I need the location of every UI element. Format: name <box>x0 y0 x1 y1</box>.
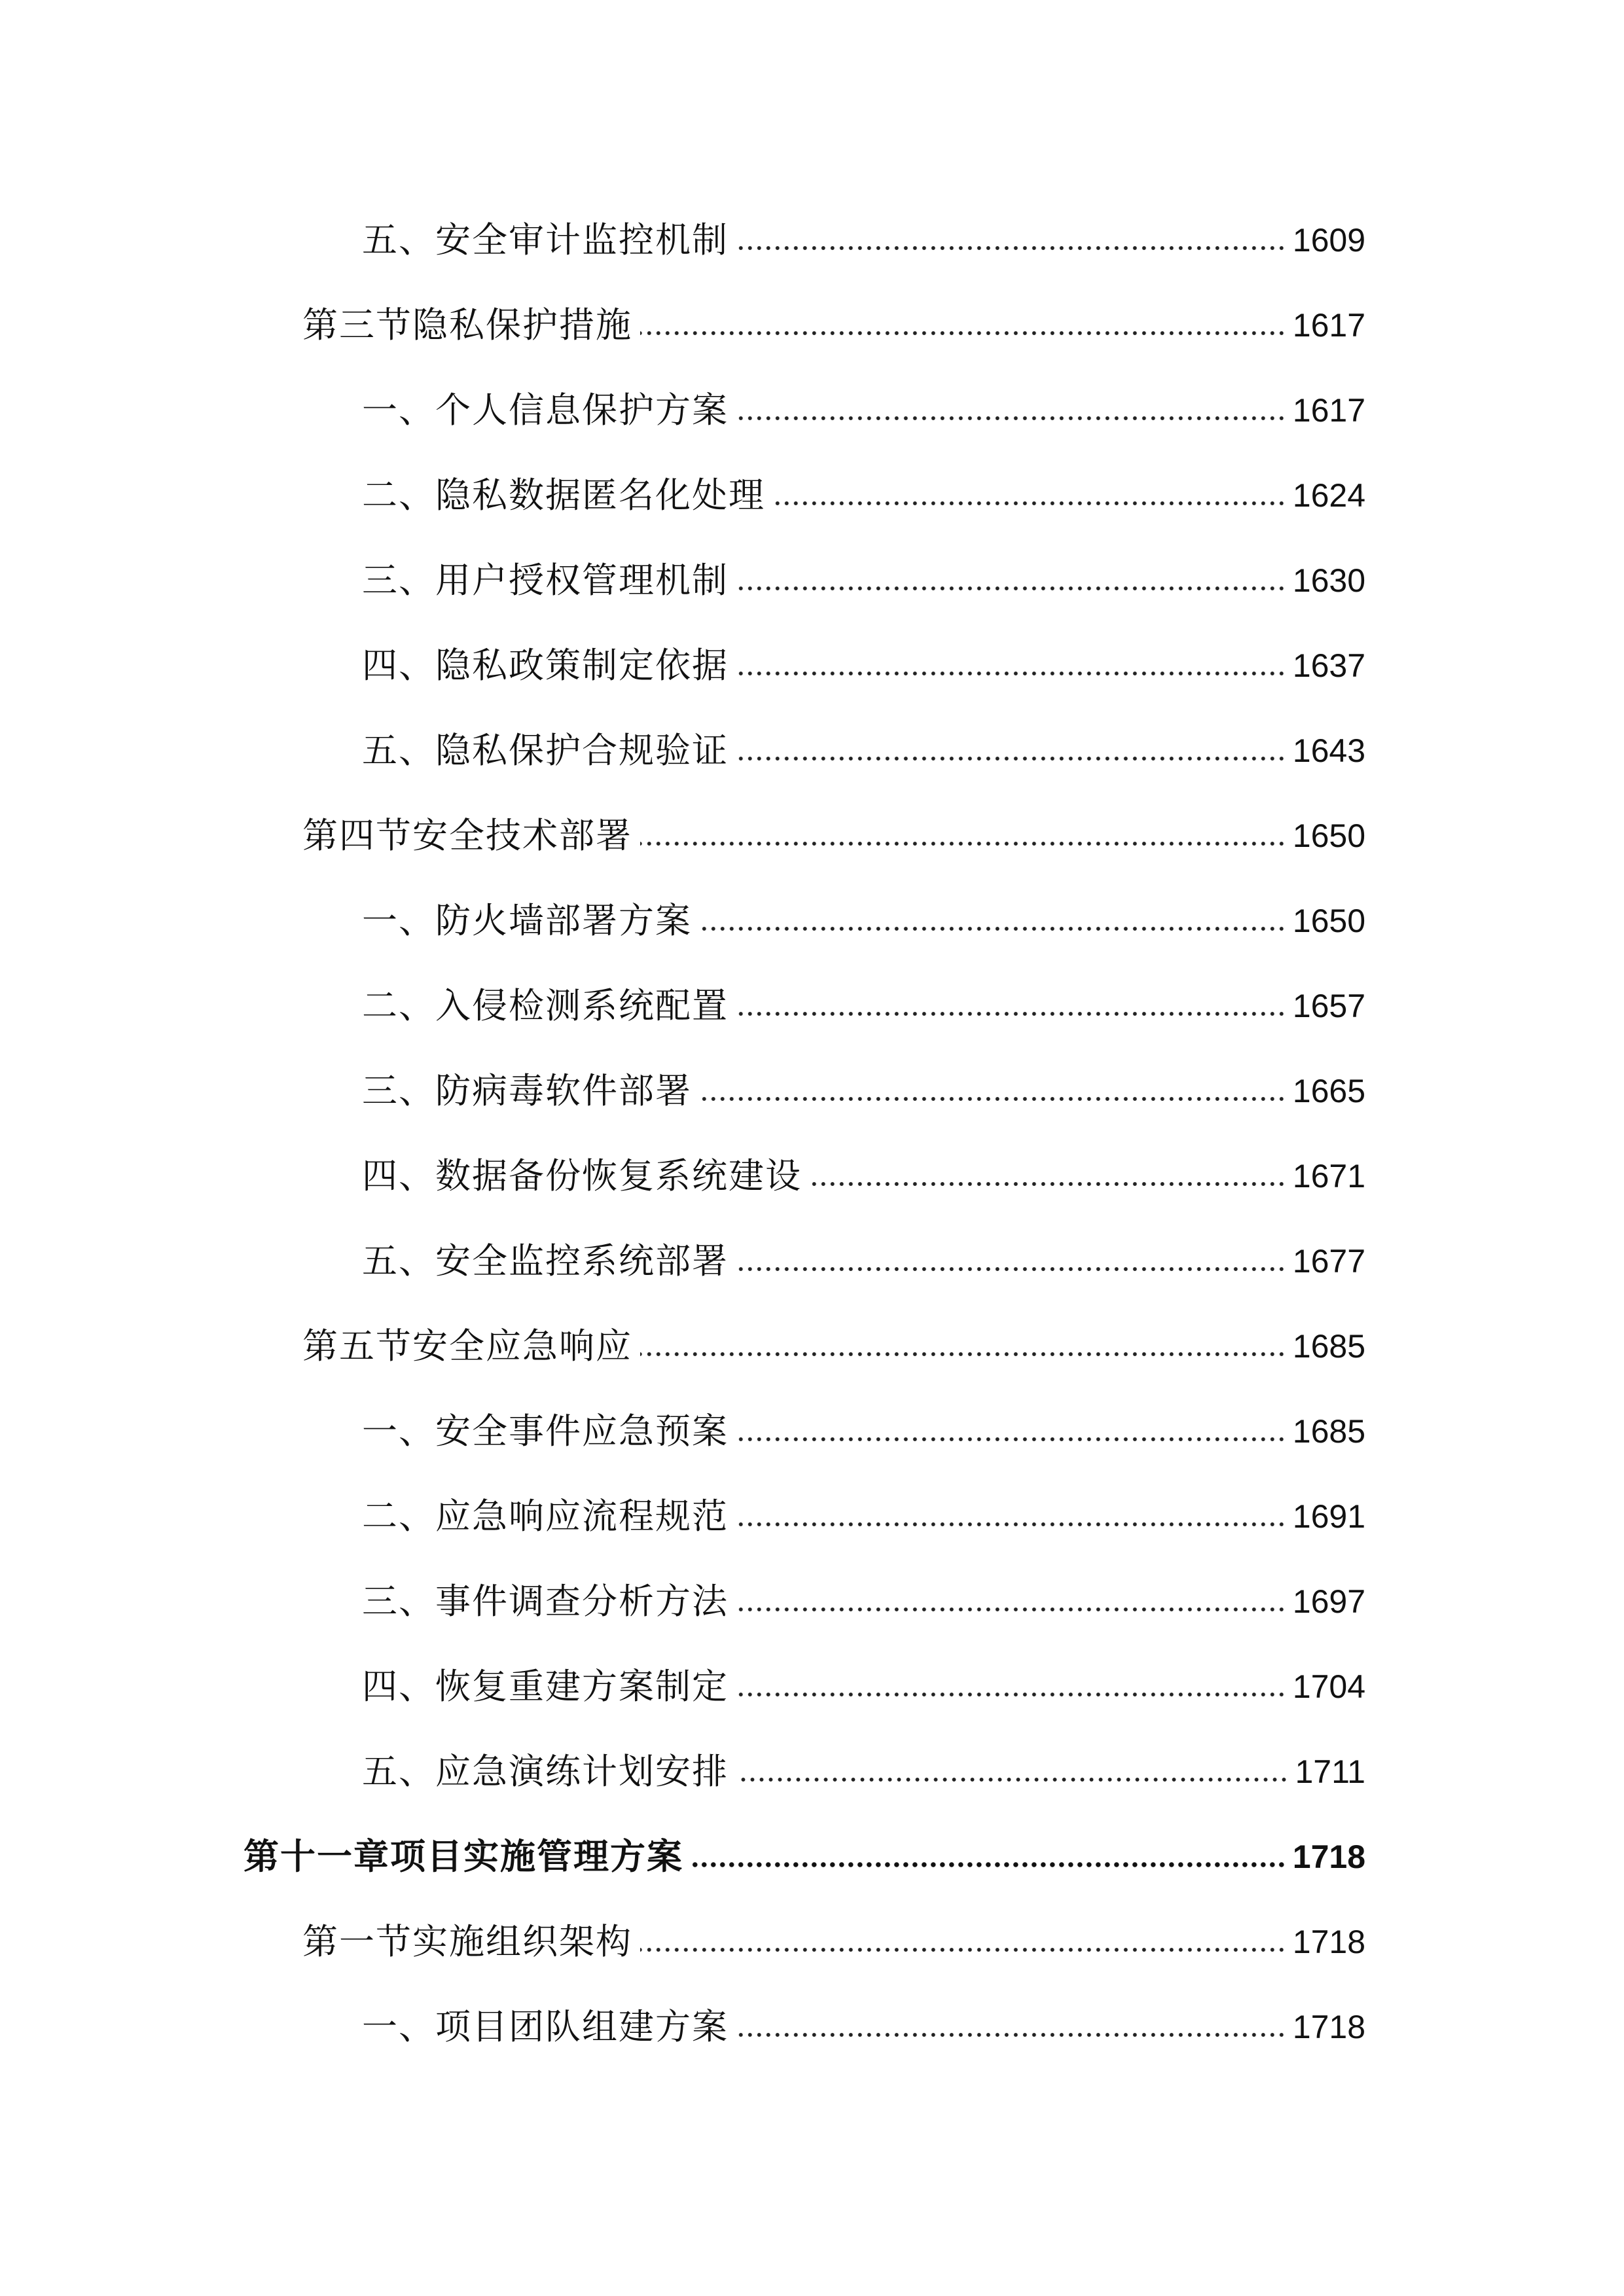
toc-entry-page: 1630 <box>1292 562 1365 599</box>
toc-entry[interactable] <box>302 1317 1365 1376</box>
toc-dot-leader <box>810 1180 1286 1188</box>
toc-dot-leader <box>736 1691 1286 1698</box>
toc-entry[interactable] <box>362 211 1365 270</box>
toc-entry-title: 二、入侵检测系统配置 <box>362 985 729 1026</box>
toc-dot-leader <box>736 1010 1286 1018</box>
toc-dot-leader <box>736 1435 1286 1443</box>
toc-entry[interactable] <box>362 1402 1365 1461</box>
toc-entry[interactable] <box>362 551 1365 610</box>
toc-entry-page: 1650 <box>1292 903 1365 939</box>
toc-entry-page: 1677 <box>1292 1243 1365 1280</box>
toc-dot-leader <box>691 1861 1286 1869</box>
toc-dot-leader <box>736 2031 1286 2039</box>
toc-entry-title: 第三节隐私保护措施 <box>302 304 632 346</box>
toc-dot-leader <box>736 670 1286 677</box>
toc-dot-leader <box>736 414 1286 422</box>
toc-entry[interactable] <box>362 1147 1365 1206</box>
toc-entry-page: 1637 <box>1292 647 1365 684</box>
toc-entry[interactable] <box>362 1657 1365 1716</box>
toc-entry[interactable] <box>362 381 1365 440</box>
toc-entry[interactable] <box>302 806 1365 865</box>
toc-entry-title: 三、防病毒软件部署 <box>362 1070 692 1111</box>
toc-entry-title: 第四节安全技术部署 <box>302 815 632 856</box>
toc-dot-leader <box>736 1776 1288 1784</box>
toc-entry-title: 第十一章项目实施管理方案 <box>244 1836 683 1877</box>
toc-dot-leader <box>736 584 1286 592</box>
toc-entry[interactable] <box>362 1742 1365 1801</box>
toc-entry[interactable] <box>362 1572 1365 1631</box>
toc-dot-leader <box>700 1095 1286 1103</box>
toc-entry-page: 1704 <box>1292 1668 1365 1705</box>
toc-entry-page: 1718 <box>1292 2009 1365 2045</box>
toc-entry[interactable] <box>302 1912 1365 1971</box>
toc-entry-title: 二、应急响应流程规范 <box>362 1496 729 1537</box>
toc-entry-title: 一、安全事件应急预案 <box>362 1410 729 1452</box>
toc-dot-leader <box>640 329 1286 337</box>
toc-entry-page: 1718 <box>1292 1924 1365 1960</box>
toc-entry-page: 1650 <box>1292 817 1365 854</box>
toc-entry-title: 四、隐私政策制定依据 <box>362 645 729 686</box>
toc-entry-page: 1671 <box>1292 1158 1365 1194</box>
toc-dot-leader <box>736 755 1286 762</box>
toc-entry-page: 1624 <box>1292 477 1365 514</box>
toc-entry-page: 1685 <box>1292 1413 1365 1450</box>
toc-entry-title: 一、项目团队组建方案 <box>362 2006 729 2047</box>
toc-entry[interactable] <box>362 721 1365 780</box>
toc-dot-leader <box>736 1605 1286 1613</box>
toc-dot-leader <box>640 1350 1286 1358</box>
toc-entry-title: 五、安全监控系统部署 <box>362 1240 729 1282</box>
toc-chapter-entry[interactable] <box>244 1827 1365 1886</box>
toc-entry[interactable] <box>362 1062 1365 1121</box>
toc-entry-title: 一、防火墙部署方案 <box>362 900 692 941</box>
toc-entry-title: 五、应急演练计划安排 <box>362 1751 729 1792</box>
toc-dot-leader <box>640 1946 1286 1954</box>
toc-entry-page: 1617 <box>1292 307 1365 344</box>
toc-entry-title: 三、事件调查分析方法 <box>362 1581 729 1622</box>
toc-entry-page: 1718 <box>1292 1839 1365 1875</box>
toc-entry-title: 第五节安全应急响应 <box>302 1325 632 1367</box>
toc-entry-page: 1691 <box>1292 1498 1365 1535</box>
toc-entry-title: 一、个人信息保护方案 <box>362 389 729 431</box>
toc-entry-page: 1609 <box>1292 222 1365 259</box>
toc-entry-title: 二、隐私数据匿名化处理 <box>362 475 765 516</box>
toc-entry-page: 1657 <box>1292 988 1365 1024</box>
toc-entry-page: 1665 <box>1292 1073 1365 1109</box>
toc-entry[interactable] <box>362 977 1365 1035</box>
toc-entry-title: 四、数据备份恢复系统建设 <box>362 1155 802 1196</box>
toc-entry-title: 第一节实施组织架构 <box>302 1921 632 1962</box>
toc-entry[interactable] <box>362 636 1365 695</box>
toc-entry-page: 1711 <box>1295 1753 1365 1790</box>
toc-entry[interactable] <box>362 891 1365 950</box>
toc-entry-page: 1643 <box>1292 732 1365 769</box>
toc-entry-title: 五、安全审计监控机制 <box>362 219 729 260</box>
toc-dot-leader <box>736 1265 1286 1273</box>
toc-entry-title: 四、恢复重建方案制定 <box>362 1666 729 1707</box>
toc-entry[interactable] <box>362 1232 1365 1291</box>
toc-dot-leader <box>736 1520 1286 1528</box>
toc-entry-page: 1697 <box>1292 1583 1365 1620</box>
toc-entry[interactable] <box>362 466 1365 525</box>
toc-entry-title: 三、用户授权管理机制 <box>362 560 729 601</box>
toc-entry-page: 1617 <box>1292 392 1365 429</box>
toc-dot-leader <box>700 925 1286 933</box>
toc-entry[interactable] <box>362 1998 1365 2056</box>
toc-entry[interactable] <box>362 1487 1365 1546</box>
toc-entry-title: 五、隐私保护合规验证 <box>362 730 729 771</box>
toc-dot-leader <box>736 244 1286 252</box>
toc-dot-leader <box>773 499 1286 507</box>
toc-entry[interactable] <box>302 296 1365 355</box>
toc-entry-page: 1685 <box>1292 1328 1365 1365</box>
toc-dot-leader <box>640 840 1286 848</box>
